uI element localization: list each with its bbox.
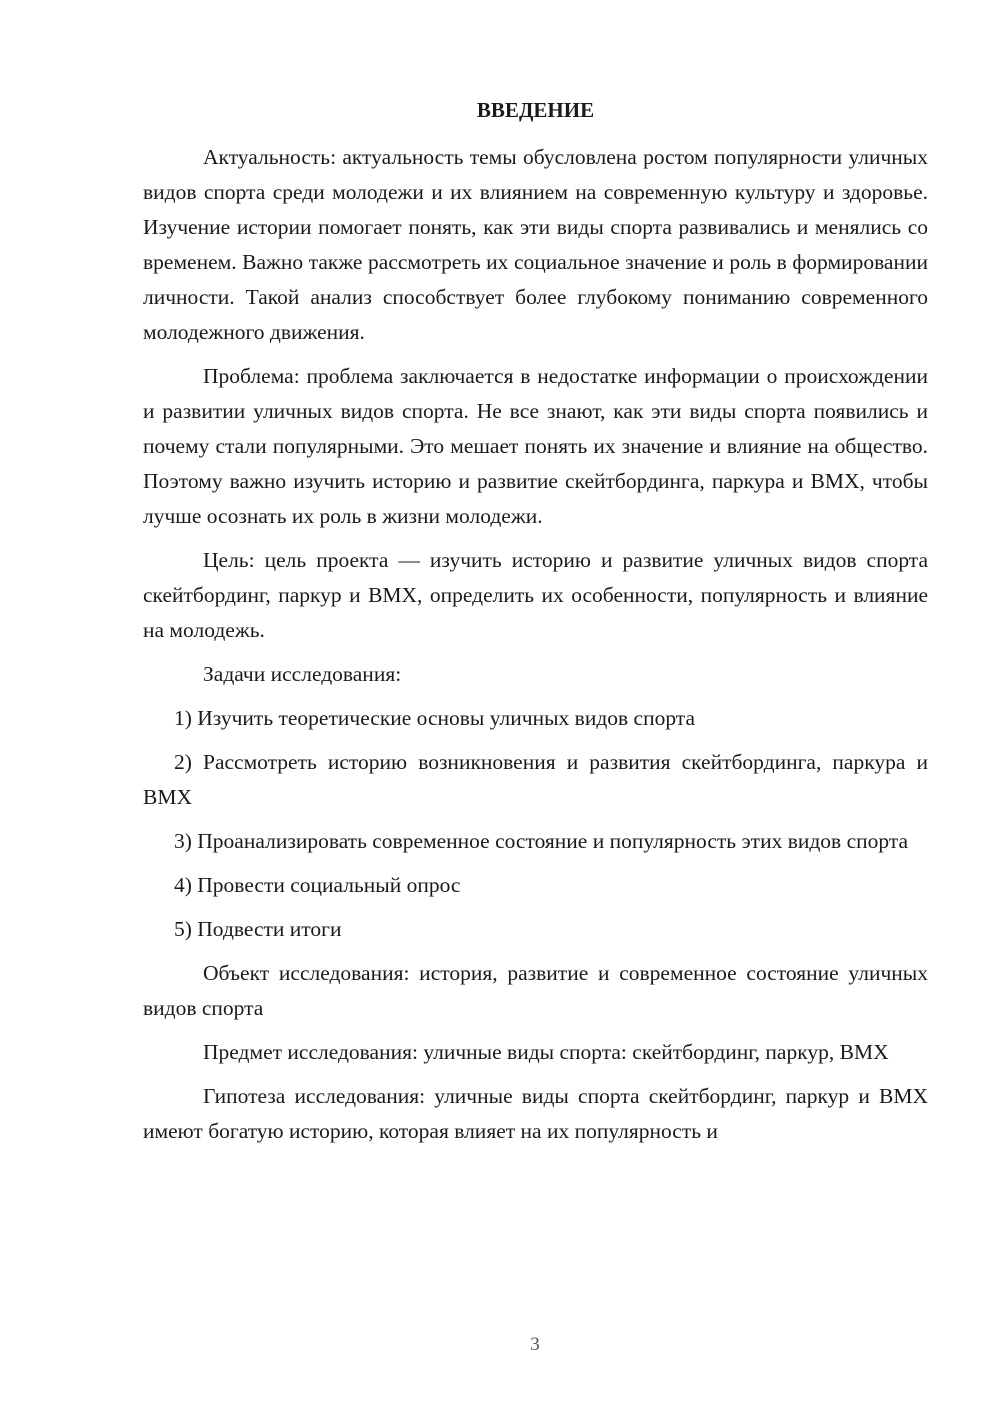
task-item-4: 4) Провести социальный опрос	[174, 873, 461, 897]
task-item-2: 2) Рассмотреть историю возникновения и развития скейтбординга, паркура и BMX	[143, 750, 928, 809]
subject-paragraph: Предмет исследования: уличные виды спорта: скейтбординг, паркур, BMX	[203, 1040, 889, 1064]
problem-paragraph: Проблема: проблема заключается в недостатке информации о происхождении и развитии уличных видов спорта. Не все знают, как эти виды спорта появились и почему стали популярными. Это мешает понять их значение и влияние на общество. Поэтому важно изучить историю и развитие скейтбординга, паркура и BMX, чтобы лучше осознать их роль в жизни молодежи.	[143, 364, 928, 528]
task-item-3: 3) Проанализировать современное состояние и популярность этих видов спорта	[174, 829, 909, 853]
page-number: 3	[530, 1334, 540, 1355]
task-item-5: 5) Подвести итоги	[174, 917, 342, 941]
tasks-heading: Задачи исследования:	[203, 662, 402, 686]
task-item-1: 1) Изучить теоретические основы уличных видов спорта	[174, 706, 696, 730]
relevance-paragraph: Актуальность: актуальность темы обусловлена ростом популярности уличных видов спорта среди молодежи и их влиянием на современную культуру и здоровье. Изучение истории помогает понять, как эти виды спорта развивались и менялись со временем. Важно также рассмотреть их социальное значение и роль в формировании личности. Такой анализ способствует более глубокому пониманию современного молодежного движения.	[143, 145, 928, 344]
section-title: ВВЕДЕНИЕ	[476, 98, 595, 122]
hypothesis-paragraph: Гипотеза исследования: уличные виды спорта скейтбординг, паркур и BMX имеют богатую историю, которая влияет на их популярность и	[143, 1084, 928, 1143]
object-paragraph: Объект исследования: история, развитие и современное состояние уличных видов спорта	[143, 961, 928, 1020]
document-page	[143, 96, 928, 1158]
goal-paragraph: Цель: цель проекта — изучить историю и развитие уличных видов спорта скейтбординг, паркур и BMX, определить их особенности, популярность и влияние на молодежь.	[143, 548, 928, 642]
